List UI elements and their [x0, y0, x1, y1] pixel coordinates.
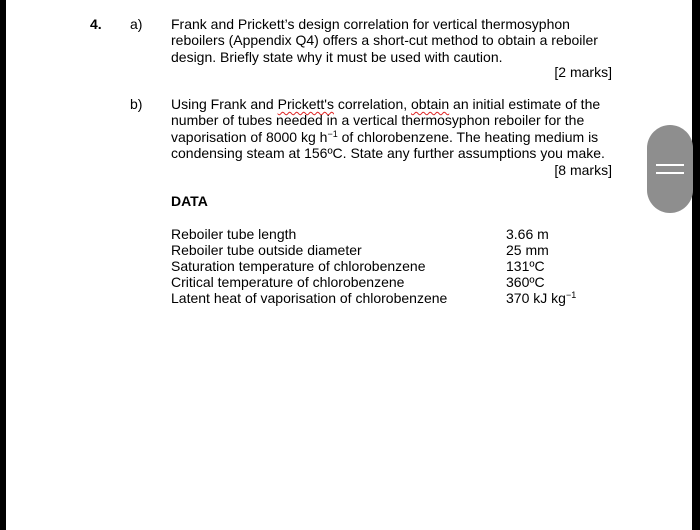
spellcheck-word[interactable]: Prickett's — [277, 96, 334, 112]
part-a-marks: [2 marks] — [554, 64, 612, 80]
question-number: 4. — [90, 16, 102, 32]
drag-handle-icon[interactable] — [647, 125, 693, 213]
spellcheck-word[interactable]: obtain — [411, 96, 450, 112]
part-b-text: Using Frank and Prickett's correlation, obtain an initial estimate of the number of tubes needed in a vertical thermosyphon reboiler for the vaporisation of 8000 kg $h^{-1}$ of chlorobenzene. The heating medium is condensing steam at 156ºC. State any further assumptions you make. — [171, 96, 605, 161]
document-page: 4. a) Frank and Prickett’s design correlation for vertical thermosyphon reboilers (Appendix Q4) offers a short-cut method to obtain a reboiler design. Briefly state why it must be used with caution. [2 marks] b) Using Frank and Prickett's correlation, obtain an initial estimate of the number of tubes needed in a vertical thermosyphon reboiler for the vaporisation of 8000 kg $h^{-1}$ of chlorobenzene. The heating medium is condensing steam at 156ºC. State any further assumptions you make. [8 marks] DATA Reboiler tube length 3.66 m Reboiler tube outside diameter 25 mm Saturation temperature of chlorobenzene 131ºC Critical temperature of chlorobenzene 360ºC Latent heat of vaporisation of chlorobenzene 370 kJ $kg^{-1}$ — [6, 0, 692, 530]
part-a-text: Frank and Prickett’s design correlation for vertical thermosyphon reboilers (Appendix Q4) offers a short-cut method to obtain a reboiler design. Briefly state why it must be used with caution. — [171, 16, 598, 65]
part-b-marks: [8 marks] — [554, 162, 612, 178]
part-a-label: a) — [130, 16, 143, 32]
part-b-label: b) — [130, 96, 143, 112]
data-heading: DATA — [171, 193, 208, 209]
